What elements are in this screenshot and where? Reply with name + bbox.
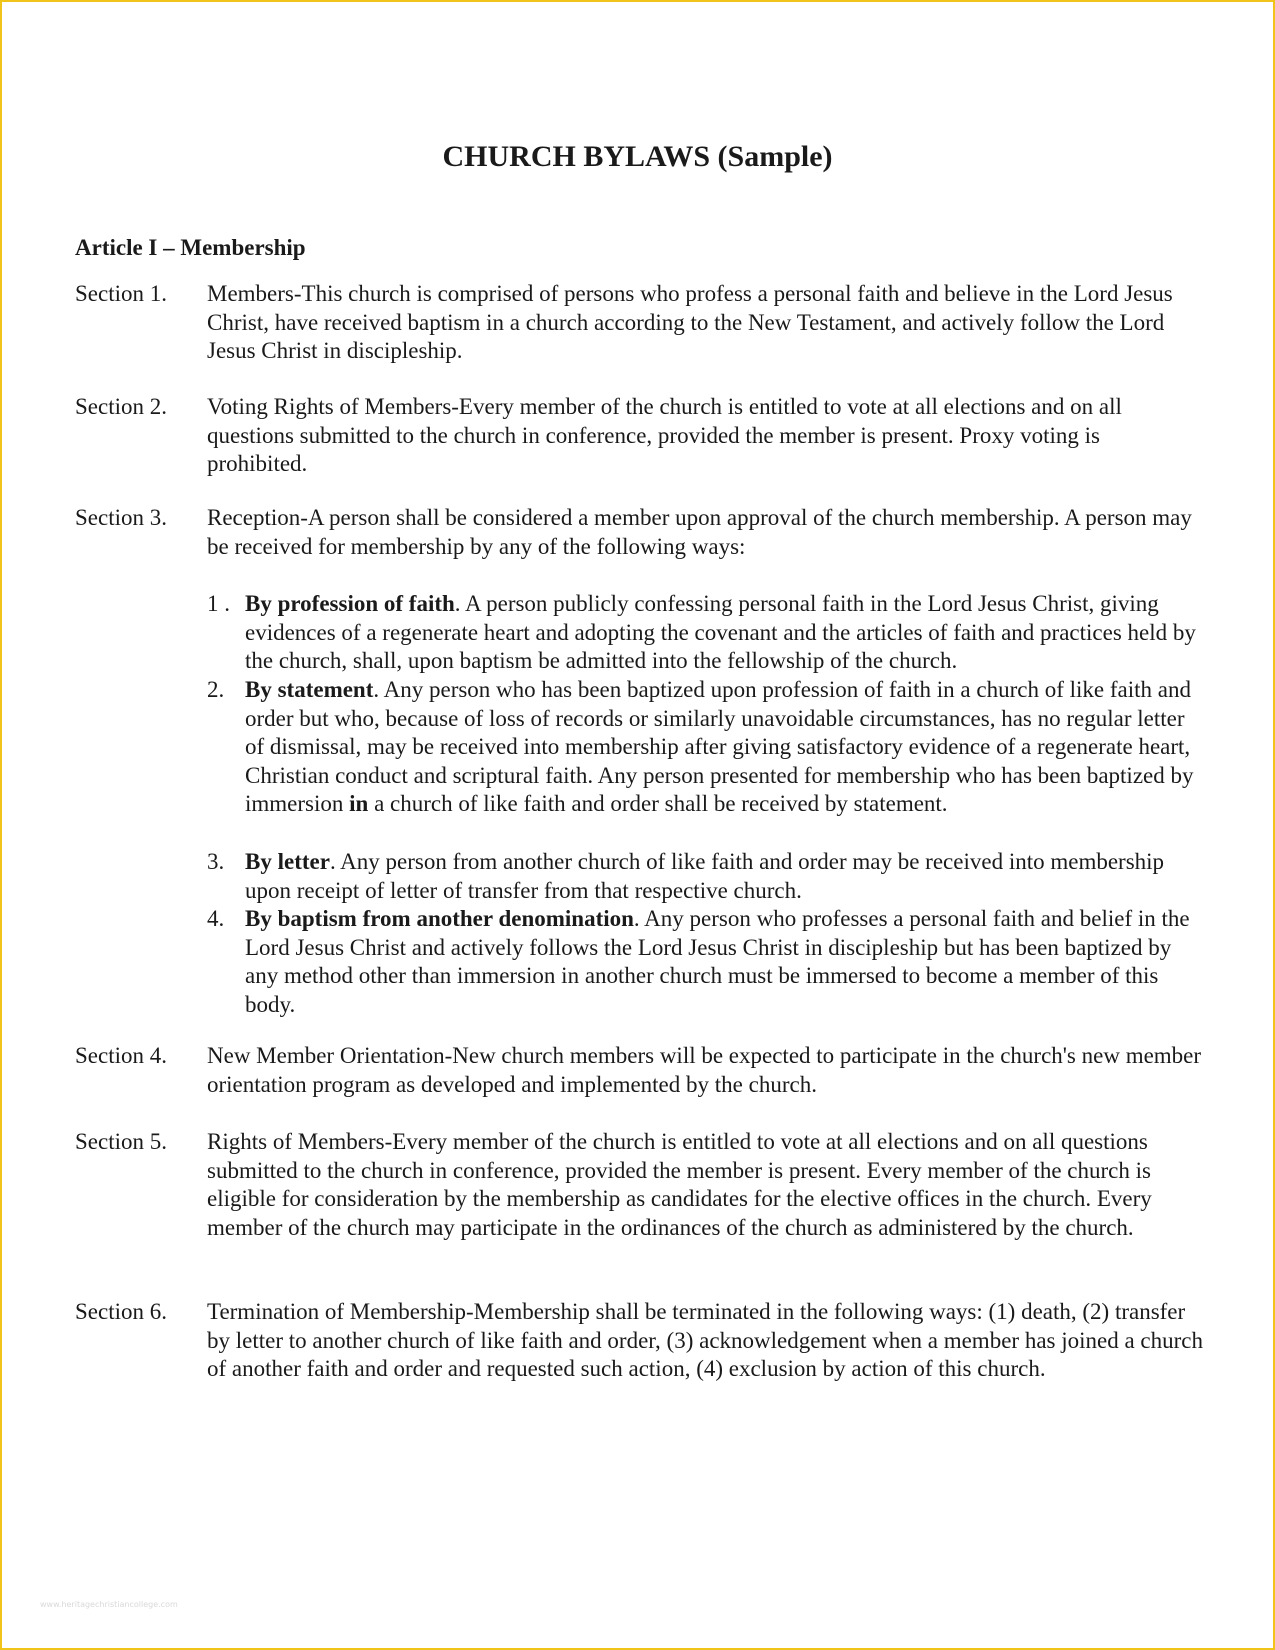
list-number: 1 . (207, 591, 230, 616)
section-text: Rights of Members-Every member of the church is entitled to vote at all elections and on all questions submitted to the church in conference, provided the member is present. Every member of the church is eligible for consideration by the membership as candidates for the elective offices in the church. Every member of the church may participate in the ordinances of the church as administered by the church. (207, 1129, 1152, 1240)
watermark: www.heritagechristiancollege.com (40, 1600, 178, 1609)
section-text: Voting Rights of Members-Every member of the church is entitled to vote at all elections and on all questions submitted to the church in conference, provided the member is present. Proxy voting is prohibited. (207, 394, 1122, 476)
section-1 (75, 280, 1205, 366)
list-number: 3. (207, 849, 225, 874)
section-text: Members-This church is comprised of persons who profess a personal faith and believe in the Lord Jesus Christ, have received baptism in a church according to the New Testament, and actively follow the Lord Jesus Christ in discipleship. (207, 281, 1173, 363)
list-item-text: . Any person who professes a personal faith and belief in the Lord Jesus Christ and actively follows the Lord Jesus Christ in discipleship but has been baptized by any method other than immersion in another church must be immersed to become a member of this body. (245, 906, 1190, 1017)
section-label: Section 2. (75, 394, 167, 419)
list-item (207, 676, 1197, 819)
list-item-title: By statement (245, 677, 374, 702)
list-item-text: . Any person who has been baptized upon profession of faith in a church of like faith and order but who, because of loss of records or similarly unavoidable circumstances, has no regular letter of dismissal, may be received into membership after giving satisfactory evidence of a regenerate heart, Christian conduct and scriptural faith. Any person presented for membership who has been baptized by immersion (245, 677, 1194, 816)
list-item-text: a church of like faith and order shall be received by statement. (368, 791, 948, 816)
list-number: 2. (207, 677, 225, 702)
document-page (2, 2, 1273, 1648)
section-text: New Member Orientation-New church members will be expected to participate in the church's new member orientation program as developed and implemented by the church. (207, 1043, 1202, 1097)
list-item (207, 848, 1197, 905)
section-label: Section 1. (75, 281, 167, 306)
list-number: 4. (207, 906, 225, 931)
section-label: Section 6. (75, 1299, 167, 1324)
section-label: Section 5. (75, 1129, 167, 1154)
list-item-bold-word: in (349, 791, 369, 816)
list-item-title: By letter (245, 849, 330, 874)
section-label: Section 4. (75, 1043, 167, 1068)
section-2 (75, 393, 1205, 479)
section-text: Termination of Membership-Membership shall be terminated in the following ways: (1) death, (2) transfer by letter to another church of like faith and order, (3) acknowledgement when a member has joined a church of another faith and order and requested such action, (4) exclusion by action of this church. (207, 1299, 1203, 1381)
list-item-title: By profession of faith (245, 591, 455, 616)
section-label: Section 3. (75, 505, 167, 530)
list-item-title: By baptism from another denomination (245, 906, 634, 931)
list-item (207, 905, 1197, 1019)
list-item-text: . Any person from another church of like faith and order may be received into membership upon receipt of letter of transfer from that respective church. (245, 849, 1165, 903)
document-title: CHURCH BYLAWS (Sample) (442, 140, 833, 173)
section-3 (75, 504, 1205, 561)
section-6 (75, 1298, 1205, 1384)
section-5 (75, 1128, 1205, 1242)
list-item (207, 590, 1197, 676)
list-item-text: . A person publicly confessing personal faith in the Lord Jesus Christ, giving evidences of a regenerate heart and adopting the covenant and the articles of faith and practices held by the church, shall, upon baptism be admitted into the fellowship of the church. (245, 591, 1196, 673)
article-heading: Article I – Membership (75, 235, 306, 260)
section-4 (75, 1042, 1205, 1099)
section-text: Reception-A person shall be considered a member upon approval of the church membership. A person may be received for membership by any of the following ways: (207, 505, 1192, 559)
